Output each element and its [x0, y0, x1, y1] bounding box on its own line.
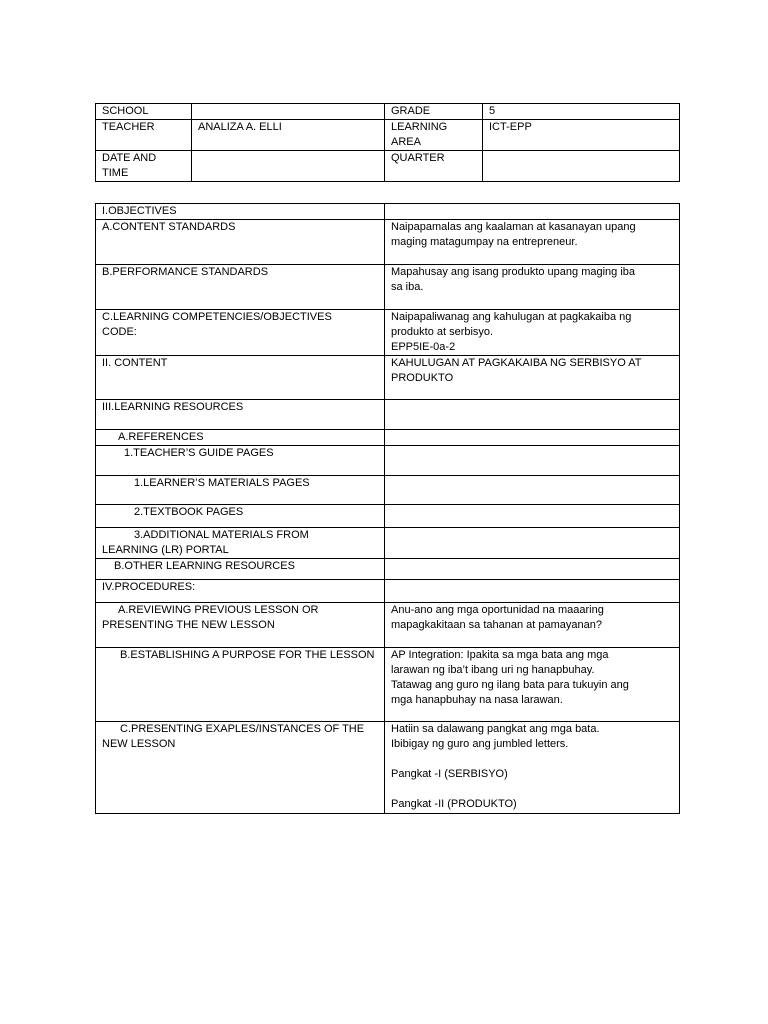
- row-label-presenting-examples: C.PRESENTING EXAPLES/INSTANCES OF THE NEW LESSON: [96, 722, 385, 814]
- row-value-learning-competencies: Naipapaliwanag ang kahulugan at pagkakaiba ng produkto at serbisyo. EPP5IE-0a-2: [385, 310, 680, 356]
- row-value-objectives: [385, 204, 680, 220]
- row-value-learning-resources: [385, 400, 680, 430]
- row-value-presenting-examples: Hatiin sa dalawang pangkat ang mga bata. Ibibigay ng guro ang jumbled letters. Pangkat -I (SERBISYO) Pangkat -II (PRODUKTO): [385, 722, 680, 814]
- table-row: [96, 446, 680, 476]
- table-row: [96, 430, 680, 446]
- lesson-plan-table: [95, 203, 680, 814]
- row-label-reviewing-lesson: A.REVIEWING PREVIOUS LESSON OR PRESENTING THE NEW LESSON: [96, 603, 385, 648]
- learning-area-value: ICT-EPP: [483, 120, 680, 151]
- school-row: [96, 104, 680, 120]
- table-row: [96, 603, 680, 648]
- row-value-establishing-purpose: AP Integration: Ipakita sa mga bata ang mga larawan ng iba’t ibang uri ng hanapbuhay. Tatawag ang guro ng ilang bata para tukuyin ang mga hanapbuhay na nasa larawan.: [385, 648, 680, 722]
- table-row: [96, 204, 680, 220]
- row-label-teachers-guide: 1.TEACHER’S GUIDE PAGES: [96, 446, 385, 476]
- row-value-content: KAHULUGAN AT PAGKAKAIBA NG SERBISYO AT PRODUKTO: [385, 356, 680, 400]
- table-row: [96, 476, 680, 505]
- date-time-row: [96, 151, 680, 182]
- date-time-label: DATE AND TIME: [96, 151, 192, 182]
- teacher-value: ANALIZA A. ELLI: [192, 120, 385, 151]
- row-value-teachers-guide: [385, 446, 680, 476]
- row-value-procedures: [385, 580, 680, 603]
- row-value-references: [385, 430, 680, 446]
- row-label-establishing-purpose: B.ESTABLISHING A PURPOSE FOR THE LESSON: [96, 648, 385, 722]
- school-label: SCHOOL: [96, 104, 192, 120]
- table-row: [96, 400, 680, 430]
- row-value-performance-standards: Mapahusay ang isang produkto upang maging iba sa iba.: [385, 265, 680, 310]
- table-row: [96, 528, 680, 559]
- row-label-references: A.REFERENCES: [96, 430, 385, 446]
- quarter-value: [483, 151, 680, 182]
- row-label-content-standards: A.CONTENT STANDARDS: [96, 220, 385, 265]
- teacher-label: TEACHER: [96, 120, 192, 151]
- row-value-reviewing-lesson: Anu-ano ang mga oportunidad na maaaring mapagkakitaan sa tahanan at pamayanan?: [385, 603, 680, 648]
- teacher-row: [96, 120, 680, 151]
- row-label-procedures: IV.PROCEDURES:: [96, 580, 385, 603]
- table-row: [96, 580, 680, 603]
- row-label-other-resources: B.OTHER LEARNING RESOURCES: [96, 559, 385, 580]
- row-label-performance-standards: B.PERFORMANCE STANDARDS: [96, 265, 385, 310]
- date-time-value: [192, 151, 385, 182]
- table-row: [96, 310, 680, 356]
- row-label-additional-materials: 3.ADDITIONAL MATERIALS FROM LEARNING (LR) PORTAL: [96, 528, 385, 559]
- row-label-textbook: 2.TEXTBOOK PAGES: [96, 505, 385, 528]
- row-value-textbook: [385, 505, 680, 528]
- learning-area-label: LEARNING AREA: [385, 120, 483, 151]
- row-value-additional-materials: [385, 528, 680, 559]
- table-row: [96, 356, 680, 400]
- row-value-content-standards: Naipapamalas ang kaalaman at kasanayan upang maging matagumpay na entrepreneur.: [385, 220, 680, 265]
- grade-value: 5: [483, 104, 680, 120]
- row-value-other-resources: [385, 559, 680, 580]
- row-label-learning-competencies: C.LEARNING COMPETENCIES/OBJECTIVES CODE:: [96, 310, 385, 356]
- table-row: [96, 648, 680, 722]
- row-label-learners-materials: 1.LEARNER’S MATERIALS PAGES: [96, 476, 385, 505]
- row-label-objectives: I.OBJECTIVES: [96, 204, 385, 220]
- header-info-table: [95, 103, 680, 182]
- row-value-learners-materials: [385, 476, 680, 505]
- table-row: [96, 722, 680, 814]
- school-value: [192, 104, 385, 120]
- quarter-label: QUARTER: [385, 151, 483, 182]
- table-row: [96, 505, 680, 528]
- row-label-content: II. CONTENT: [96, 356, 385, 400]
- grade-label: GRADE: [385, 104, 483, 120]
- table-row: [96, 559, 680, 580]
- table-row: [96, 220, 680, 265]
- row-label-learning-resources: III.LEARNING RESOURCES: [96, 400, 385, 430]
- table-row: [96, 265, 680, 310]
